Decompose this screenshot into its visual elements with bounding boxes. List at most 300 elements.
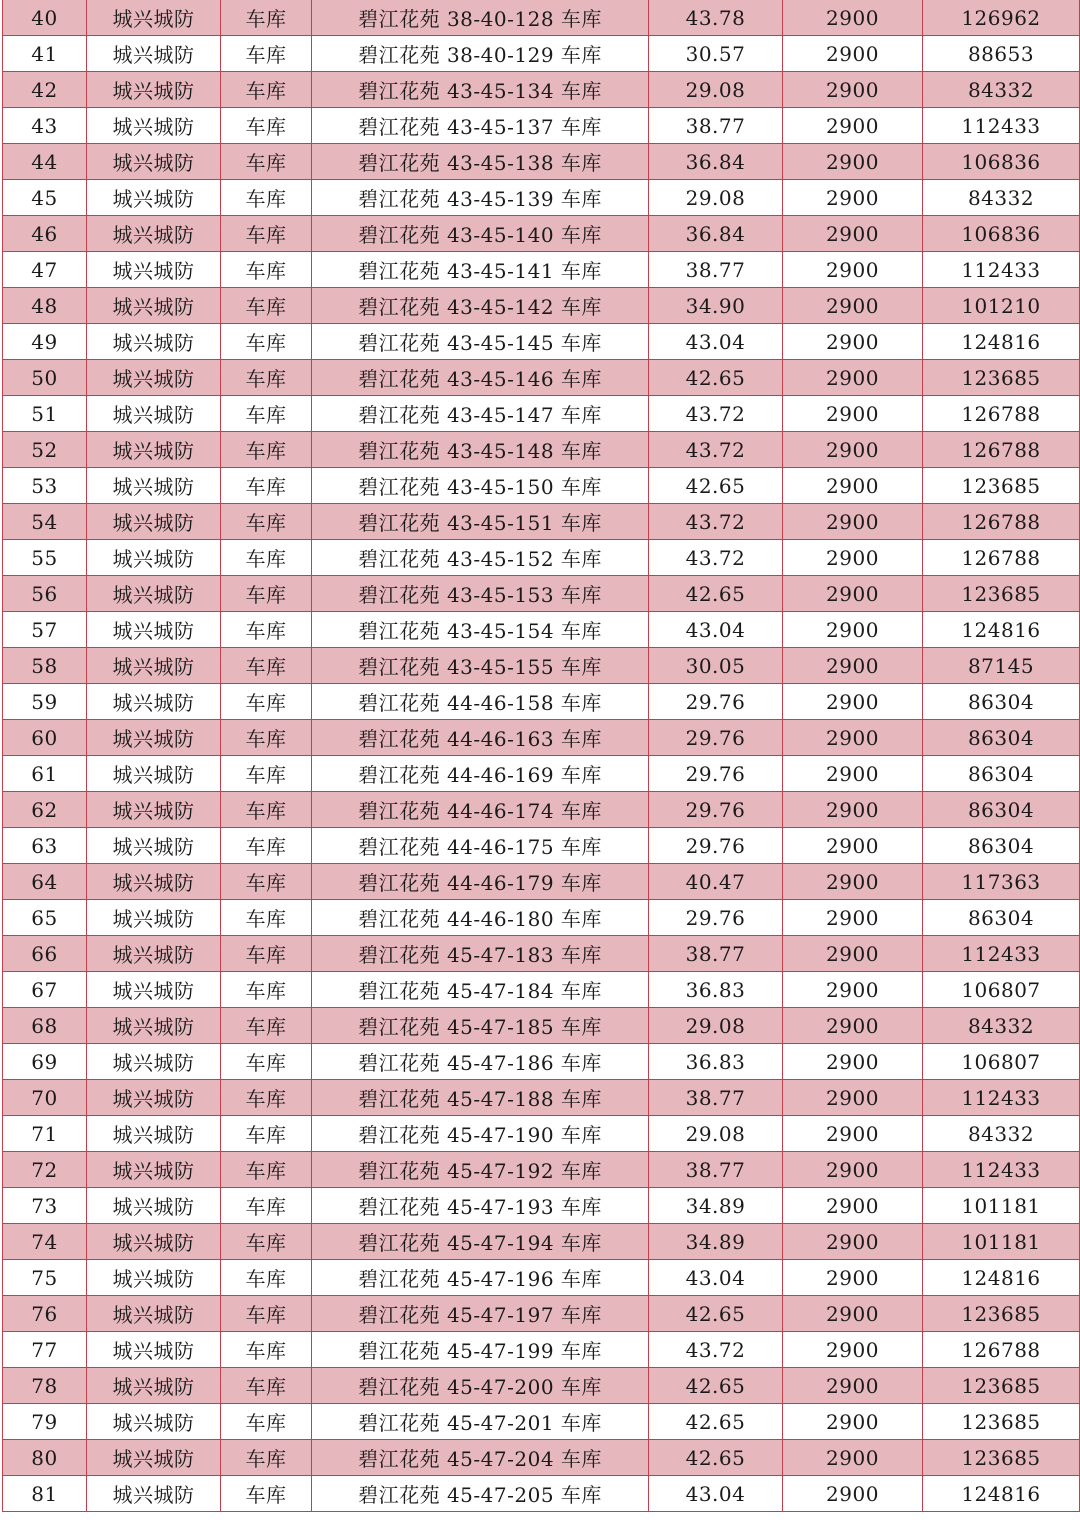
table-row: [3, 612, 1080, 648]
cell-total-price: 123685: [923, 1440, 1080, 1476]
cell-property: 碧江花苑 45-47-200 车库: [312, 1368, 649, 1404]
cell-seller: 城兴城防: [87, 576, 221, 612]
cell-index: 74: [3, 1224, 87, 1260]
cell-unit-price: 2900: [783, 1368, 923, 1404]
cell-index: 63: [3, 828, 87, 864]
table-row: [3, 396, 1080, 432]
cell-property: 碧江花苑 43-45-142 车库: [312, 288, 649, 324]
cell-area: 42.65: [649, 468, 783, 504]
cell-seller: 城兴城防: [87, 72, 221, 108]
table-row: [3, 1152, 1080, 1188]
cell-property: 碧江花苑 43-45-138 车库: [312, 144, 649, 180]
cell-total-price: 101181: [923, 1188, 1080, 1224]
cell-unit-price: 2900: [783, 720, 923, 756]
cell-property: 碧江花苑 44-46-163 车库: [312, 720, 649, 756]
cell-seller: 城兴城防: [87, 1332, 221, 1368]
cell-property: 碧江花苑 38-40-129 车库: [312, 36, 649, 72]
cell-area: 36.84: [649, 144, 783, 180]
cell-total-price: 101181: [923, 1224, 1080, 1260]
table-row: [3, 432, 1080, 468]
cell-property: 碧江花苑 43-45-139 车库: [312, 180, 649, 216]
cell-total-price: 84332: [923, 1008, 1080, 1044]
cell-total-price: 126962: [923, 0, 1080, 36]
cell-seller: 城兴城防: [87, 1116, 221, 1152]
cell-unit-price: 2900: [783, 1476, 923, 1512]
cell-area: 34.89: [649, 1188, 783, 1224]
cell-seller: 城兴城防: [87, 792, 221, 828]
cell-seller: 城兴城防: [87, 1404, 221, 1440]
table-row: [3, 900, 1080, 936]
cell-unit-price: 2900: [783, 1008, 923, 1044]
cell-index: 47: [3, 252, 87, 288]
cell-type: 车库: [221, 1332, 312, 1368]
cell-type: 车库: [221, 180, 312, 216]
cell-type: 车库: [221, 396, 312, 432]
cell-index: 73: [3, 1188, 87, 1224]
cell-type: 车库: [221, 540, 312, 576]
cell-area: 42.65: [649, 360, 783, 396]
cell-area: 29.76: [649, 720, 783, 756]
cell-area: 29.08: [649, 1008, 783, 1044]
cell-index: 43: [3, 108, 87, 144]
table-row: [3, 936, 1080, 972]
cell-area: 42.65: [649, 1368, 783, 1404]
cell-area: 30.05: [649, 648, 783, 684]
cell-area: 30.57: [649, 36, 783, 72]
cell-area: 43.72: [649, 396, 783, 432]
garage-listing-table: [2, 0, 1080, 1512]
cell-index: 64: [3, 864, 87, 900]
cell-total-price: 84332: [923, 72, 1080, 108]
cell-total-price: 106807: [923, 972, 1080, 1008]
cell-unit-price: 2900: [783, 1116, 923, 1152]
cell-type: 车库: [221, 324, 312, 360]
table-row: [3, 540, 1080, 576]
cell-property: 碧江花苑 43-45-148 车库: [312, 432, 649, 468]
cell-seller: 城兴城防: [87, 864, 221, 900]
cell-area: 29.76: [649, 684, 783, 720]
cell-index: 56: [3, 576, 87, 612]
cell-type: 车库: [221, 792, 312, 828]
cell-seller: 城兴城防: [87, 1224, 221, 1260]
table-row: [3, 72, 1080, 108]
cell-total-price: 86304: [923, 828, 1080, 864]
cell-total-price: 88653: [923, 36, 1080, 72]
cell-unit-price: 2900: [783, 216, 923, 252]
cell-area: 36.83: [649, 1044, 783, 1080]
cell-total-price: 112433: [923, 936, 1080, 972]
cell-unit-price: 2900: [783, 972, 923, 1008]
cell-area: 43.72: [649, 504, 783, 540]
cell-seller: 城兴城防: [87, 36, 221, 72]
cell-index: 76: [3, 1296, 87, 1332]
cell-unit-price: 2900: [783, 1404, 923, 1440]
cell-area: 29.76: [649, 792, 783, 828]
cell-unit-price: 2900: [783, 576, 923, 612]
cell-index: 58: [3, 648, 87, 684]
cell-property: 碧江花苑 45-47-185 车库: [312, 1008, 649, 1044]
cell-index: 51: [3, 396, 87, 432]
cell-property: 碧江花苑 45-47-183 车库: [312, 936, 649, 972]
cell-unit-price: 2900: [783, 324, 923, 360]
cell-unit-price: 2900: [783, 1296, 923, 1332]
cell-seller: 城兴城防: [87, 828, 221, 864]
cell-seller: 城兴城防: [87, 612, 221, 648]
table-row: [3, 1044, 1080, 1080]
cell-type: 车库: [221, 1476, 312, 1512]
table-row: [3, 972, 1080, 1008]
cell-type: 车库: [221, 612, 312, 648]
cell-property: 碧江花苑 43-45-141 车库: [312, 252, 649, 288]
cell-type: 车库: [221, 1116, 312, 1152]
cell-unit-price: 2900: [783, 828, 923, 864]
cell-total-price: 123685: [923, 576, 1080, 612]
table-row: [3, 1368, 1080, 1404]
cell-area: 42.65: [649, 1296, 783, 1332]
cell-type: 车库: [221, 108, 312, 144]
cell-index: 70: [3, 1080, 87, 1116]
cell-seller: 城兴城防: [87, 540, 221, 576]
cell-unit-price: 2900: [783, 1152, 923, 1188]
cell-total-price: 86304: [923, 900, 1080, 936]
cell-property: 碧江花苑 45-47-199 车库: [312, 1332, 649, 1368]
cell-total-price: 123685: [923, 1368, 1080, 1404]
table-row: [3, 756, 1080, 792]
cell-unit-price: 2900: [783, 108, 923, 144]
cell-total-price: 126788: [923, 540, 1080, 576]
cell-seller: 城兴城防: [87, 720, 221, 756]
cell-property: 碧江花苑 45-47-197 车库: [312, 1296, 649, 1332]
cell-seller: 城兴城防: [87, 252, 221, 288]
cell-unit-price: 2900: [783, 1224, 923, 1260]
cell-index: 71: [3, 1116, 87, 1152]
cell-property: 碧江花苑 43-45-137 车库: [312, 108, 649, 144]
table-row: [3, 0, 1080, 36]
cell-unit-price: 2900: [783, 1044, 923, 1080]
cell-index: 44: [3, 144, 87, 180]
cell-property: 碧江花苑 45-47-192 车库: [312, 1152, 649, 1188]
cell-unit-price: 2900: [783, 900, 923, 936]
cell-index: 65: [3, 900, 87, 936]
cell-unit-price: 2900: [783, 36, 923, 72]
cell-index: 46: [3, 216, 87, 252]
cell-index: 67: [3, 972, 87, 1008]
cell-unit-price: 2900: [783, 72, 923, 108]
cell-total-price: 86304: [923, 720, 1080, 756]
cell-index: 59: [3, 684, 87, 720]
cell-unit-price: 2900: [783, 468, 923, 504]
cell-unit-price: 2900: [783, 1188, 923, 1224]
cell-area: 42.65: [649, 1440, 783, 1476]
cell-unit-price: 2900: [783, 432, 923, 468]
cell-area: 42.65: [649, 576, 783, 612]
table-row: [3, 1080, 1080, 1116]
cell-area: 38.77: [649, 936, 783, 972]
cell-unit-price: 2900: [783, 1080, 923, 1116]
table-row: [3, 504, 1080, 540]
cell-area: 34.90: [649, 288, 783, 324]
table-row: [3, 216, 1080, 252]
cell-total-price: 117363: [923, 864, 1080, 900]
cell-type: 车库: [221, 504, 312, 540]
cell-seller: 城兴城防: [87, 108, 221, 144]
cell-total-price: 124816: [923, 1260, 1080, 1296]
cell-property: 碧江花苑 45-47-193 车库: [312, 1188, 649, 1224]
cell-total-price: 123685: [923, 1296, 1080, 1332]
table-row: [3, 108, 1080, 144]
cell-index: 52: [3, 432, 87, 468]
table-row: [3, 576, 1080, 612]
cell-total-price: 124816: [923, 612, 1080, 648]
cell-seller: 城兴城防: [87, 1080, 221, 1116]
cell-property: 碧江花苑 44-46-174 车库: [312, 792, 649, 828]
cell-unit-price: 2900: [783, 1332, 923, 1368]
table-row: [3, 648, 1080, 684]
cell-type: 车库: [221, 648, 312, 684]
cell-unit-price: 2900: [783, 864, 923, 900]
cell-property: 碧江花苑 43-45-134 车库: [312, 72, 649, 108]
cell-property: 碧江花苑 43-45-153 车库: [312, 576, 649, 612]
cell-total-price: 101210: [923, 288, 1080, 324]
cell-property: 碧江花苑 44-46-175 车库: [312, 828, 649, 864]
table-row: [3, 1440, 1080, 1476]
cell-total-price: 123685: [923, 360, 1080, 396]
cell-total-price: 106836: [923, 216, 1080, 252]
cell-property: 碧江花苑 45-47-186 车库: [312, 1044, 649, 1080]
cell-total-price: 106836: [923, 144, 1080, 180]
cell-area: 43.72: [649, 1332, 783, 1368]
cell-seller: 城兴城防: [87, 180, 221, 216]
cell-type: 车库: [221, 72, 312, 108]
cell-property: 碧江花苑 43-45-140 车库: [312, 216, 649, 252]
cell-property: 碧江花苑 45-47-190 车库: [312, 1116, 649, 1152]
cell-property: 碧江花苑 43-45-151 车库: [312, 504, 649, 540]
cell-total-price: 126788: [923, 504, 1080, 540]
cell-index: 62: [3, 792, 87, 828]
cell-area: 43.04: [649, 1476, 783, 1512]
table-row: [3, 1332, 1080, 1368]
cell-total-price: 126788: [923, 1332, 1080, 1368]
cell-index: 78: [3, 1368, 87, 1404]
cell-total-price: 86304: [923, 684, 1080, 720]
cell-property: 碧江花苑 43-45-154 车库: [312, 612, 649, 648]
cell-seller: 城兴城防: [87, 468, 221, 504]
cell-property: 碧江花苑 43-45-150 车库: [312, 468, 649, 504]
cell-property: 碧江花苑 45-47-204 车库: [312, 1440, 649, 1476]
cell-total-price: 87145: [923, 648, 1080, 684]
cell-property: 碧江花苑 45-47-201 车库: [312, 1404, 649, 1440]
cell-area: 29.08: [649, 180, 783, 216]
table-row: [3, 1008, 1080, 1044]
table-row: [3, 1296, 1080, 1332]
cell-area: 43.72: [649, 432, 783, 468]
cell-seller: 城兴城防: [87, 288, 221, 324]
cell-type: 车库: [221, 1224, 312, 1260]
table-row: [3, 684, 1080, 720]
table-row: [3, 1404, 1080, 1440]
cell-type: 车库: [221, 360, 312, 396]
cell-seller: 城兴城防: [87, 216, 221, 252]
cell-type: 车库: [221, 972, 312, 1008]
cell-seller: 城兴城防: [87, 144, 221, 180]
cell-seller: 城兴城防: [87, 684, 221, 720]
cell-seller: 城兴城防: [87, 360, 221, 396]
cell-seller: 城兴城防: [87, 1368, 221, 1404]
table-row: [3, 1476, 1080, 1512]
cell-seller: 城兴城防: [87, 1260, 221, 1296]
cell-area: 34.89: [649, 1224, 783, 1260]
cell-type: 车库: [221, 1440, 312, 1476]
cell-seller: 城兴城防: [87, 756, 221, 792]
cell-property: 碧江花苑 43-45-155 车库: [312, 648, 649, 684]
table-row: [3, 360, 1080, 396]
cell-total-price: 84332: [923, 1116, 1080, 1152]
cell-index: 77: [3, 1332, 87, 1368]
cell-type: 车库: [221, 36, 312, 72]
cell-total-price: 84332: [923, 180, 1080, 216]
cell-index: 55: [3, 540, 87, 576]
cell-area: 38.77: [649, 252, 783, 288]
cell-type: 车库: [221, 576, 312, 612]
cell-type: 车库: [221, 828, 312, 864]
table-row: [3, 252, 1080, 288]
cell-area: 38.77: [649, 1080, 783, 1116]
cell-property: 碧江花苑 45-47-194 车库: [312, 1224, 649, 1260]
cell-seller: 城兴城防: [87, 900, 221, 936]
cell-property: 碧江花苑 43-45-145 车库: [312, 324, 649, 360]
cell-area: 43.04: [649, 324, 783, 360]
cell-unit-price: 2900: [783, 648, 923, 684]
cell-type: 车库: [221, 1296, 312, 1332]
cell-unit-price: 2900: [783, 756, 923, 792]
cell-area: 29.08: [649, 72, 783, 108]
cell-index: 45: [3, 180, 87, 216]
cell-unit-price: 2900: [783, 936, 923, 972]
cell-total-price: 112433: [923, 108, 1080, 144]
cell-total-price: 112433: [923, 252, 1080, 288]
cell-property: 碧江花苑 44-46-179 车库: [312, 864, 649, 900]
cell-property: 碧江花苑 45-47-184 车库: [312, 972, 649, 1008]
cell-unit-price: 2900: [783, 792, 923, 828]
cell-index: 69: [3, 1044, 87, 1080]
cell-index: 61: [3, 756, 87, 792]
cell-property: 碧江花苑 43-45-147 车库: [312, 396, 649, 432]
cell-total-price: 112433: [923, 1152, 1080, 1188]
cell-unit-price: 2900: [783, 144, 923, 180]
cell-seller: 城兴城防: [87, 1440, 221, 1476]
cell-index: 68: [3, 1008, 87, 1044]
cell-type: 车库: [221, 756, 312, 792]
cell-index: 41: [3, 36, 87, 72]
table-row: [3, 1224, 1080, 1260]
cell-type: 车库: [221, 432, 312, 468]
cell-seller: 城兴城防: [87, 648, 221, 684]
table-row: [3, 828, 1080, 864]
cell-area: 38.77: [649, 108, 783, 144]
cell-area: 29.08: [649, 1116, 783, 1152]
cell-area: 36.84: [649, 216, 783, 252]
cell-index: 42: [3, 72, 87, 108]
cell-type: 车库: [221, 684, 312, 720]
cell-seller: 城兴城防: [87, 432, 221, 468]
cell-unit-price: 2900: [783, 288, 923, 324]
cell-seller: 城兴城防: [87, 504, 221, 540]
table-row: [3, 468, 1080, 504]
cell-total-price: 86304: [923, 792, 1080, 828]
cell-seller: 城兴城防: [87, 1188, 221, 1224]
cell-type: 车库: [221, 1260, 312, 1296]
cell-type: 车库: [221, 864, 312, 900]
cell-seller: 城兴城防: [87, 1152, 221, 1188]
cell-type: 车库: [221, 1152, 312, 1188]
cell-index: 49: [3, 324, 87, 360]
cell-unit-price: 2900: [783, 504, 923, 540]
table-row: [3, 36, 1080, 72]
cell-seller: 城兴城防: [87, 1296, 221, 1332]
cell-seller: 城兴城防: [87, 1476, 221, 1512]
cell-seller: 城兴城防: [87, 396, 221, 432]
table-row: [3, 720, 1080, 756]
cell-property: 碧江花苑 38-40-128 车库: [312, 0, 649, 36]
cell-index: 72: [3, 1152, 87, 1188]
table-row: [3, 1188, 1080, 1224]
table-row: [3, 324, 1080, 360]
cell-seller: 城兴城防: [87, 324, 221, 360]
cell-index: 54: [3, 504, 87, 540]
table-row: [3, 180, 1080, 216]
cell-type: 车库: [221, 1404, 312, 1440]
cell-index: 79: [3, 1404, 87, 1440]
cell-type: 车库: [221, 252, 312, 288]
cell-unit-price: 2900: [783, 1260, 923, 1296]
cell-unit-price: 2900: [783, 1440, 923, 1476]
cell-index: 60: [3, 720, 87, 756]
cell-property: 碧江花苑 45-47-196 车库: [312, 1260, 649, 1296]
cell-type: 车库: [221, 1368, 312, 1404]
table-row: [3, 1260, 1080, 1296]
table-row: [3, 288, 1080, 324]
cell-type: 车库: [221, 216, 312, 252]
cell-total-price: 86304: [923, 756, 1080, 792]
cell-area: 40.47: [649, 864, 783, 900]
cell-area: 36.83: [649, 972, 783, 1008]
cell-area: 42.65: [649, 1404, 783, 1440]
cell-total-price: 124816: [923, 324, 1080, 360]
cell-property: 碧江花苑 45-47-205 车库: [312, 1476, 649, 1512]
cell-unit-price: 2900: [783, 612, 923, 648]
cell-type: 车库: [221, 1080, 312, 1116]
cell-property: 碧江花苑 43-45-146 车库: [312, 360, 649, 396]
cell-index: 53: [3, 468, 87, 504]
cell-type: 车库: [221, 468, 312, 504]
cell-area: 43.72: [649, 540, 783, 576]
cell-area: 29.76: [649, 756, 783, 792]
cell-index: 75: [3, 1260, 87, 1296]
cell-property: 碧江花苑 45-47-188 车库: [312, 1080, 649, 1116]
cell-index: 66: [3, 936, 87, 972]
cell-unit-price: 2900: [783, 396, 923, 432]
cell-area: 29.76: [649, 900, 783, 936]
cell-seller: 城兴城防: [87, 972, 221, 1008]
cell-unit-price: 2900: [783, 252, 923, 288]
table-row: [3, 792, 1080, 828]
cell-type: 车库: [221, 1044, 312, 1080]
cell-type: 车库: [221, 0, 312, 36]
cell-unit-price: 2900: [783, 540, 923, 576]
table-row: [3, 144, 1080, 180]
table-row: [3, 1116, 1080, 1152]
cell-index: 80: [3, 1440, 87, 1476]
